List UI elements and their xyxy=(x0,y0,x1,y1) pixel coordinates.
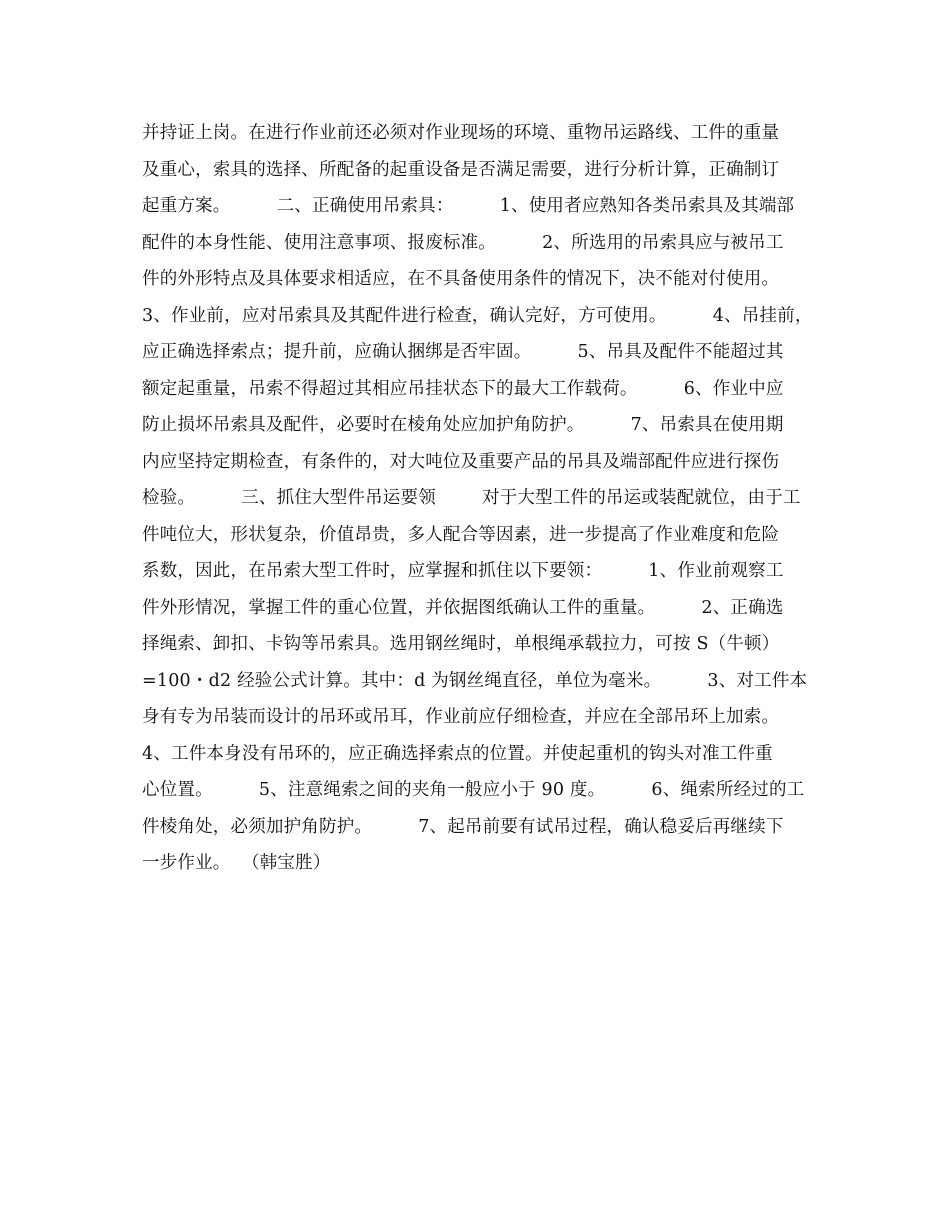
text-line: 系数，因此，在吊索大型工件时，应掌握和抓住以下要领： 1、作业前观察工 xyxy=(142,561,784,581)
text-line: 内应坚持定期检查，有条件的，对大吨位及重要产品的吊具及端部配件应进行探伤 xyxy=(142,451,780,472)
text-line: 检验。 三、抓住大型件吊运要领 对于大型工件的吊运或装配就位，由于工 xyxy=(142,488,801,508)
text-line: 应正确选择索点；提升前，应确认捆绑是否牢固。 5、吊具及配件不能超过其 xyxy=(142,342,784,362)
text-line: 心位置。 5、注意绳索之间的夹角一般应小于 90 度。 6、绳索所经过的工 xyxy=(142,780,805,800)
text-line: 身有专为吊装而设计的吊环或吊耳，作业前应仔细检查，并应在全部吊环上加索。 xyxy=(142,707,780,727)
text-line: 件棱角处，必须加护角防护。 7、起吊前要有试吊过程，确认稳妥后再继续下 xyxy=(142,816,784,837)
text-line: 及重心，索具的选择、所配备的起重设备是否满足需要，进行分析计算，正确制订 xyxy=(142,159,780,180)
text-line: 件吨位大，形状复杂，价值昂贵，多人配合等因素，进一步提高了作业难度和危险 xyxy=(142,524,780,545)
text-line: 3、作业前，应对吊索具及其配件进行检查，确认完好，方可使用。 4、吊挂前， xyxy=(142,305,813,326)
text-line: 件的外形特点及具体要求相适应，在不具备使用条件的情况下，决不能对付使用。 xyxy=(142,269,780,289)
text-line: 起重方案。 二、正确使用吊索具： 1、使用者应熟知各类吊索具及其端部 xyxy=(142,196,795,216)
body-text xyxy=(142,115,832,882)
text-line: 件外形情况，掌握工件的重心位置，并依据图纸确认工件的重量。 2、正确选 xyxy=(142,597,784,618)
text-line: 额定起重量，吊索不得超过其相应吊挂状态下的最大工作载荷。 6、作业中应 xyxy=(142,378,784,399)
text-line: 并持证上岗。在进行作业前还必须对作业现场的环境、重物吊运路线、工件的重量 xyxy=(142,123,780,143)
text-line: 配件的本身性能、使用注意事项、报废标准。 2、所选用的吊索具应与被吊工 xyxy=(142,232,784,253)
text-line: 防止损坏吊索具及配件，必要时在棱角处应加护角防护。 7、吊索具在使用期 xyxy=(142,415,784,435)
text-line: 4、工件本身没有吊环的，应正确选择索点的位置。并使起重机的钩头对准工件重 xyxy=(142,743,773,764)
text-line: =100・d2 经验公式计算。其中：d 为钢丝绳直径，单位为毫米。 3、对工件本 xyxy=(142,670,808,691)
text-line: 择绳索、卸扣、卡钩等吊索具。选用钢丝绳时，单根绳承载拉力，可按 S（牛顿） xyxy=(142,634,780,654)
text-line: 一步作业。 （韩宝胜） xyxy=(142,853,331,873)
